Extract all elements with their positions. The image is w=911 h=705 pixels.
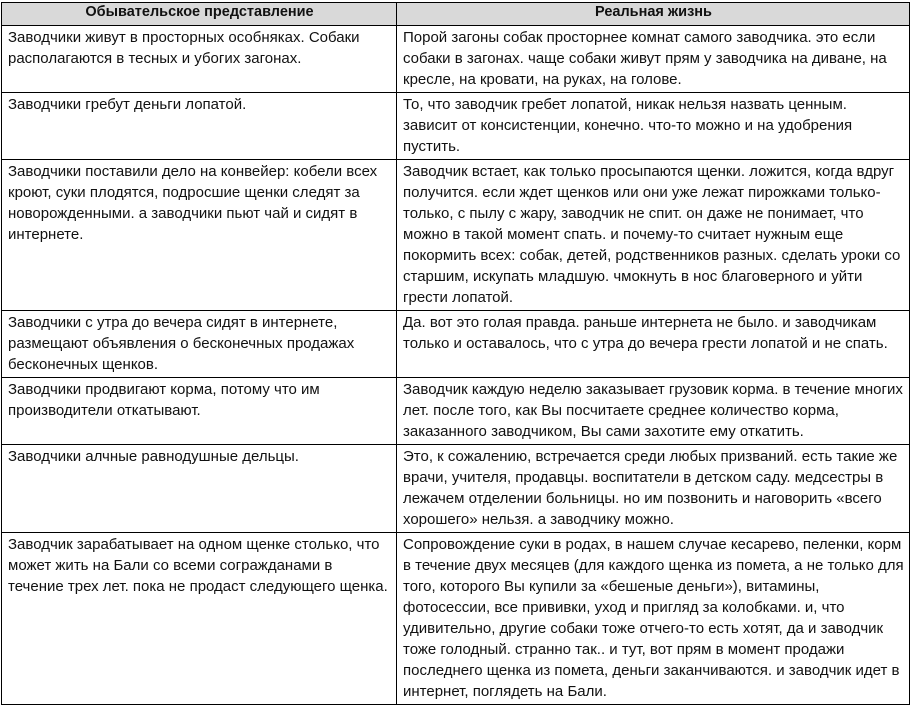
reality-cell: Это, к сожалению, встречается среди любых призваний. есть такие же врачи, учителя, продавцы. воспитатели в детском саду. медсестры в лежачем отделении больницы. но им позвонить и наговорить «всего хорошего» нельзя. а заводчику можно. [397, 445, 910, 533]
comparison-table [1, 2, 910, 705]
myth-cell: Заводчики с утра до вечера сидят в интернете, размещают объявления о бесконечных продажах бесконечных щенков. [2, 311, 397, 378]
reality-cell: Да. вот это голая правда. раньше интернета не было. и заводчикам только и оставалось, что с утра до вечера грести лопатой и не спать. [397, 311, 910, 378]
header-myth: Обывательское представление [2, 3, 397, 26]
myth-cell: Заводчики поставили дело на конвейер: кобели всех кроют, суки плодятся, подросшие щенки следят за новорожденными. а заводчики пьют чай и сидят в интернете. [2, 160, 397, 311]
reality-cell: Заводчик каждую неделю заказывает грузовик корма. в течение многих лет. после того, как Вы посчитаете среднее количество корма, заказанного заводчиком, Вы сами захотите ему откатить. [397, 378, 910, 445]
table-row [2, 311, 910, 378]
table-row [2, 93, 910, 160]
reality-cell: Порой загоны собак просторнее комнат самого заводчика. это если собаки в загонах. чаще собаки живут прям у заводчика на диване, на кресле, на кровати, на руках, на голове. [397, 26, 910, 93]
header-reality: Реальная жизнь [397, 3, 910, 26]
myth-cell: Заводчики продвигают корма, потому что им производители откатывают. [2, 378, 397, 445]
myth-cell: Заводчики гребут деньги лопатой. [2, 93, 397, 160]
myth-cell: Заводчик зарабатывает на одном щенке столько, что может жить на Бали со всеми согражданами в течение трех лет. пока не продаст следующего щенка. [2, 533, 397, 705]
myth-cell: Заводчики алчные равнодушные дельцы. [2, 445, 397, 533]
reality-cell: То, что заводчик гребет лопатой, никак нельзя назвать ценным. зависит от консистенции, конечно. что-то можно и на удобрения пустить. [397, 93, 910, 160]
myth-cell: Заводчики живут в просторных особняках. Собаки располагаются в тесных и убогих загонах. [2, 26, 397, 93]
table-row [2, 445, 910, 533]
table-row [2, 378, 910, 445]
table-row [2, 160, 910, 311]
table-row [2, 26, 910, 93]
reality-cell: Заводчик встает, как только просыпаются щенки. ложится, когда вдруг получится. если ждет щенков или они уже лежат пирожками только-только, с пылу с жару, заводчик не спит. он даже не понимает, что можно в такой момент спать. и почему-то считает нужным еще покормить всех: собак, детей, родственников разных. сделать уроки со старшим, искупать младшую. чмокнуть в нос благоверного и уйти грести лопатой. [397, 160, 910, 311]
reality-cell: Сопровождение суки в родах, в нашем случае кесарево, пеленки, корм в течение двух месяцев (для каждого щенка из помета, а не только для того, которого Вы купили за «бешеные деньги»), витамины, фотосессии, все прививки, уход и пригляд за колобками. и, что удивительно, другие собаки тоже отчего-то есть хотят, да и заводчик тоже голодный. странно так.. и тут, вот прям в момент продажи последнего щенка из помета, деньги заканчиваются. и заводчик идет в интернет, поглядеть на Бали. [397, 533, 910, 705]
comparison-table-wrapper [1, 2, 909, 705]
table-row [2, 533, 910, 705]
header-row [2, 3, 910, 26]
